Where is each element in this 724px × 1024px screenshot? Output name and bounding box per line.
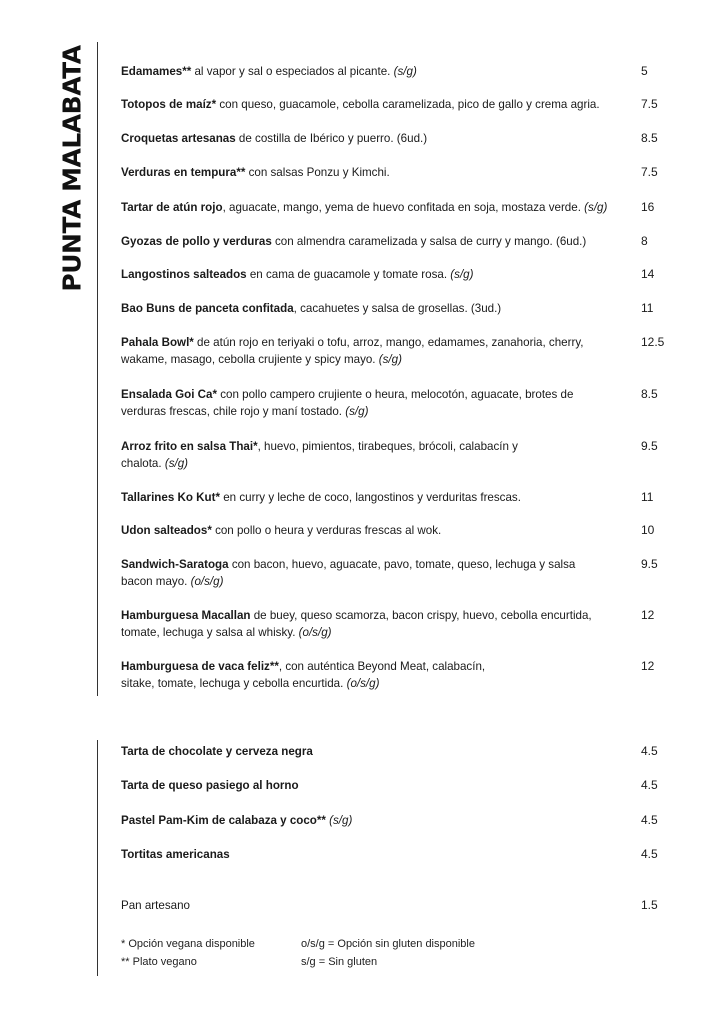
footnote-row — [121, 953, 378, 971]
dessert-name: Tarta de chocolate y cerveza negra — [121, 745, 313, 758]
dish-name: Tartar de atún rojo — [121, 201, 223, 214]
dish-name: Croquetas artesanas — [121, 132, 236, 145]
dish-description: , con auténtica Beyond Meat, calabacín, sitake, tomate, lechuga y cebolla encurtida. — [121, 660, 486, 690]
dish-description: con bacon, huevo, aguacate, pavo, tomate, queso, lechuga y salsa bacon mayo. — [121, 558, 576, 588]
dish-note: (s/g) — [164, 457, 189, 470]
menu-item — [121, 96, 721, 113]
dish-name: Ensalada Goi Ca* — [121, 388, 218, 401]
dish-note: (o/s/g) — [298, 626, 332, 639]
dish-price: 8 — [641, 234, 648, 248]
dish-name: Totopos de maíz* — [121, 98, 217, 111]
menu-item — [121, 334, 721, 368]
dessert-price: 4.5 — [641, 813, 658, 827]
divider-line-desserts — [97, 740, 98, 976]
menu-item — [121, 266, 721, 283]
menu-item — [121, 386, 721, 420]
footnote-vegan-dish: ** Plato vegano — [121, 956, 197, 968]
dish-description: , cacahuetes y salsa de grosellas. (3ud.) — [293, 302, 502, 315]
menu-item — [121, 164, 721, 181]
dish-price: 8.5 — [641, 387, 658, 401]
dish-description: en curry y leche de coco, langostinos y verduritas frescas. — [220, 491, 521, 504]
dish-description: con almendra caramelizada y salsa de curry y mango. (6ud.) — [271, 235, 587, 248]
dessert-item — [121, 777, 721, 794]
footnote-gluten-option: o/s/g = Opción sin gluten disponible — [301, 938, 475, 950]
dish-description: , aguacate, mango, yema de huevo confitada en soja, mostaza verde. — [222, 201, 585, 214]
dish-description: de buey, queso scamorza, bacon crispy, huevo, cebolla encurtida, tomate, lechuga y salsa al whisky. — [121, 609, 592, 639]
dish-price: 7.5 — [641, 165, 658, 179]
menu-item — [121, 658, 721, 692]
dish-note: (o/s/g) — [190, 575, 224, 588]
dessert-price: 4.5 — [641, 744, 658, 758]
menu-item — [121, 438, 721, 472]
dish-name: Langostinos salteados — [121, 268, 247, 281]
dish-name: Gyozas de pollo y verduras — [121, 235, 272, 248]
dish-description: con queso, guacamole, cebolla caramelizada, pico de gallo y crema agria. — [216, 98, 600, 111]
dish-note: (s/g) — [345, 405, 369, 418]
bread-price: 1.5 — [641, 898, 658, 912]
dish-name: Edamames** — [121, 65, 192, 78]
dish-note: (o/s/g) — [346, 677, 380, 690]
dish-name: Verduras en tempura** — [121, 166, 246, 179]
menu-item — [121, 607, 721, 641]
dish-price: 14 — [641, 267, 655, 281]
dish-price: 9.5 — [641, 557, 658, 571]
dish-price: 11 — [641, 490, 654, 504]
dish-price: 8.5 — [641, 131, 658, 145]
dish-description: con pollo campero crujiente o heura, melocotón, aguacate, brotes de verduras frescas, chile rojo y maní tostado. — [121, 388, 574, 418]
bread-item — [121, 897, 721, 914]
menu-item — [121, 556, 721, 590]
dish-description: al vapor y sal o especiados al picante. — [191, 65, 394, 78]
dish-name: Bao Buns de panceta confitada — [121, 302, 294, 315]
dessert-name: Tarta de queso pasiego al horno — [121, 779, 299, 792]
dish-note: (s/g) — [584, 201, 608, 214]
dish-name: Tallarines Ko Kut* — [121, 491, 220, 504]
dish-price: 9.5 — [641, 439, 658, 453]
menu-item — [121, 130, 721, 147]
divider-line-main — [97, 42, 98, 696]
dish-note: (s/g) — [450, 268, 474, 281]
dish-note: (s/g) — [378, 353, 402, 366]
dessert-name: Tortitas americanas — [121, 848, 230, 861]
dessert-item — [121, 743, 721, 760]
brand-title: PUNTA MALABATA — [57, 44, 87, 292]
dish-price: 11 — [641, 301, 654, 315]
dish-name: Sandwich-Saratoga — [121, 558, 229, 571]
dish-price: 16 — [641, 200, 655, 214]
menu-item — [121, 300, 721, 317]
dish-description: , huevo, pimientos, tirabeques, brócoli, calabacín y chalota. — [121, 440, 518, 470]
dish-note: (s/g) — [393, 65, 417, 78]
footnote-gluten-free: s/g = Sin gluten — [301, 956, 378, 968]
dish-description: con pollo o heura y verduras frescas al wok. — [211, 524, 442, 537]
bread-name: Pan artesano — [121, 899, 190, 912]
footnote-row — [121, 935, 475, 953]
dish-description: de costilla de Ibérico y puerro. (6ud.) — [235, 132, 428, 145]
menu-item — [121, 489, 721, 506]
dish-name: Pahala Bowl* — [121, 336, 194, 349]
dish-description: con salsas Ponzu y Kimchi. — [245, 166, 390, 179]
dish-name: Udon salteados* — [121, 524, 212, 537]
dessert-note: (s/g) — [325, 814, 353, 827]
dish-price: 10 — [641, 523, 655, 537]
dessert-item — [121, 846, 721, 863]
menu-item — [121, 522, 721, 539]
dish-name: Hamburguesa Macallan — [121, 609, 251, 622]
dessert-price: 4.5 — [641, 847, 658, 861]
footnote-vegan-option: * Opción vegana disponible — [121, 938, 255, 950]
dish-price: 12 — [641, 659, 655, 673]
dish-price: 12 — [641, 608, 655, 622]
menu-item — [121, 63, 721, 80]
dish-description: en cama de guacamole y tomate rosa. — [246, 268, 451, 281]
dish-price: 5 — [641, 64, 648, 78]
dish-price: 7.5 — [641, 97, 658, 111]
dish-name: Arroz frito en salsa Thai* — [121, 440, 258, 453]
dessert-item — [121, 812, 721, 829]
dish-price: 12.5 — [641, 335, 665, 349]
dish-description: de atún rojo en teriyaki o tofu, arroz, mango, edamames, zanahoria, cherry, wakame, masago, cebolla crujiente y spicy mayo. — [121, 336, 584, 366]
menu-item — [121, 199, 721, 216]
dish-name: Hamburguesa de vaca feliz** — [121, 660, 279, 673]
dessert-name: Pastel Pam-Kim de calabaza y coco** — [121, 814, 326, 827]
menu-item — [121, 233, 721, 250]
dessert-price: 4.5 — [641, 778, 658, 792]
